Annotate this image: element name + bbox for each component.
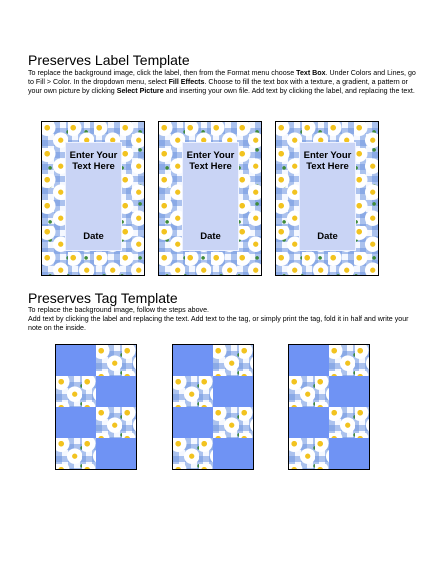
- instruction-bold-text: Fill Effects: [168, 78, 205, 86]
- instruction-bold-text: Text Box: [296, 69, 326, 77]
- tag-tile-daisy: [96, 407, 136, 438]
- tag-tile-blue: [289, 345, 329, 376]
- instruction-text: To replace the background image, click the label, then from the Format menu choose: [28, 69, 297, 77]
- label-date: Date: [83, 231, 104, 242]
- label-card[interactable]: [275, 121, 379, 276]
- tag-instruction-line: To replace the background image, follow the steps above.: [28, 306, 210, 314]
- label-text: Enter Your Text Here: [69, 150, 118, 172]
- instruction-text: . Choose to fill the text box with a texture, a gradient, a pattern or your own picture by clicking: [28, 78, 408, 95]
- label-section-title: Preserves Label Template: [28, 52, 190, 68]
- tag-tile-daisy: [213, 345, 253, 376]
- tag-tile-daisy: [56, 438, 96, 469]
- tag-tile-blue: [173, 407, 213, 438]
- tag-section-title: Preserves Tag Template: [28, 290, 178, 306]
- tag-instructions: [28, 306, 420, 333]
- tag-tile-blue: [56, 407, 96, 438]
- label-date: Date: [200, 231, 221, 242]
- tag-tile-blue: [213, 438, 253, 469]
- tag-tile-daisy: [213, 407, 253, 438]
- instruction-text: . Under Colors and Lines, go to Fill > Color. In the dropdown menu, select: [28, 69, 416, 86]
- tag-tile-blue: [289, 407, 329, 438]
- tag-card[interactable]: [55, 344, 137, 470]
- tag-tile-daisy: [289, 438, 329, 469]
- label-text: Enter Your Text Here: [303, 150, 352, 172]
- tag-tile-blue: [213, 376, 253, 407]
- label-text-box[interactable]: [182, 142, 239, 251]
- instruction-text: and inserting your own file. Add text by clicking the label, and replacing the text.: [163, 87, 415, 95]
- tag-tile-blue: [56, 345, 96, 376]
- tag-tile-daisy: [173, 438, 213, 469]
- label-card[interactable]: [158, 121, 262, 276]
- tag-tile-daisy: [289, 376, 329, 407]
- tag-card[interactable]: [288, 344, 370, 470]
- tag-tile-daisy: [329, 407, 369, 438]
- label-card[interactable]: [41, 121, 145, 276]
- label-text-box[interactable]: [65, 142, 122, 251]
- tag-tile-blue: [329, 438, 369, 469]
- label-instructions: [28, 69, 420, 96]
- tag-card[interactable]: [172, 344, 254, 470]
- instruction-bold-text: Select Picture: [116, 87, 164, 95]
- tag-tile-blue: [96, 376, 136, 407]
- tag-tile-daisy: [56, 376, 96, 407]
- tag-instruction-line: Add text by clicking the label and replacing the text. Add text to the tag, or simply print the tag, fold it in half and write your note on the inside.: [28, 315, 409, 332]
- tag-tile-blue: [96, 438, 136, 469]
- label-text: Enter Your Text Here: [186, 150, 235, 172]
- tag-tile-daisy: [96, 345, 136, 376]
- label-date: Date: [317, 231, 338, 242]
- tag-tile-daisy: [173, 376, 213, 407]
- label-text-box[interactable]: [299, 142, 356, 251]
- tag-tile-blue: [329, 376, 369, 407]
- tag-tile-daisy: [329, 345, 369, 376]
- tag-tile-blue: [173, 345, 213, 376]
